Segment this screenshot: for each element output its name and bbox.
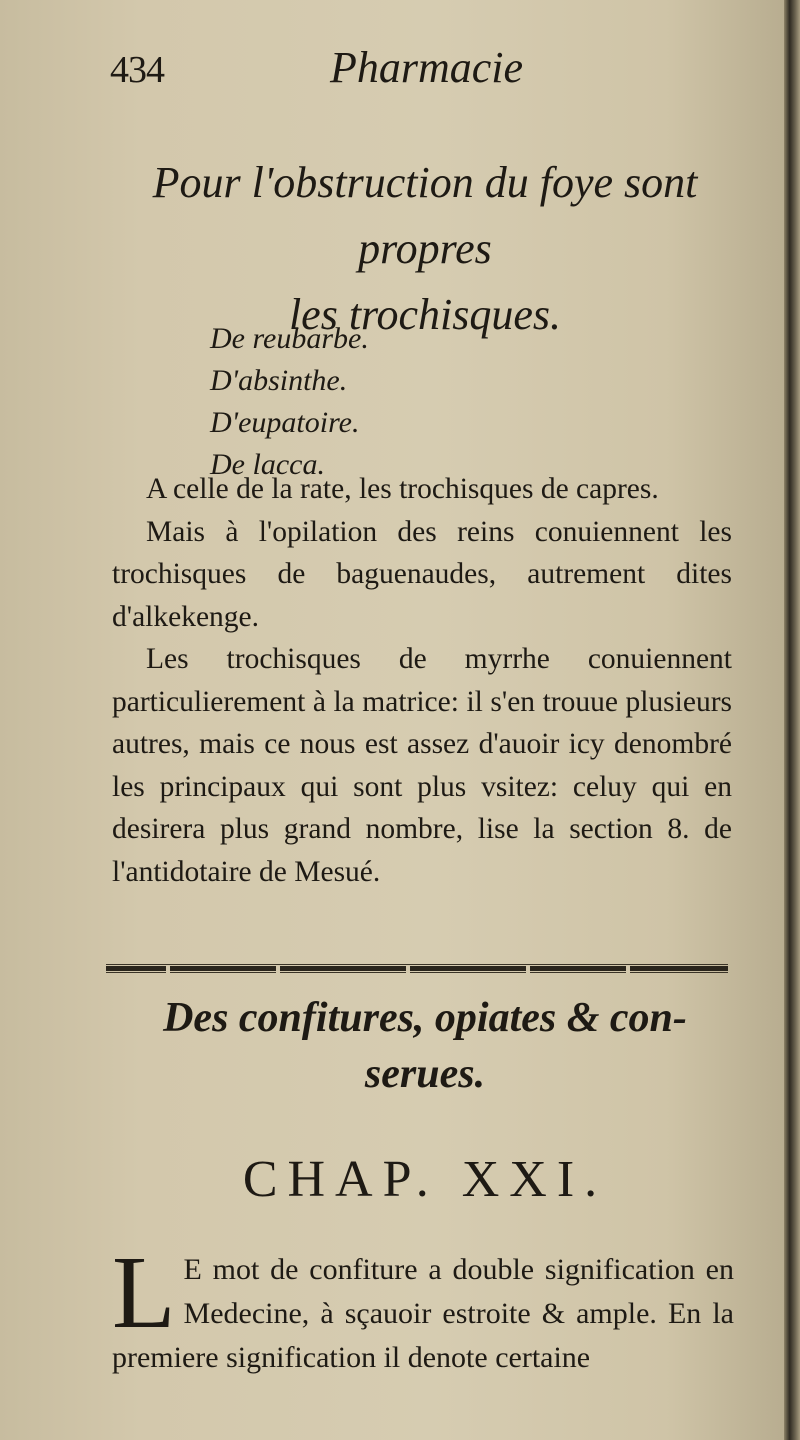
section-title [110, 150, 740, 348]
chapter-paragraph: E mot de confiture a double signification en Medecine, à sçauoir estroite & ample. En la premiere signification il denote certaine [112, 1253, 734, 1374]
paragraph: Les trochisques de myrrhe conuiennent particulierement à la matrice: il s'en trouue plusieurs autres, mais ce nous est assez d'auoir icy denombré les principaux qui sont plus vsitez: celuy qui en desirera plus grand nombre, lise la section 8. de l'antidotaire de Mesué. [112, 643, 732, 888]
chapter-text [112, 1235, 734, 1380]
ingredient-item: De lacca. [210, 448, 325, 481]
page-number: 434 [110, 49, 164, 91]
running-title: Pharmacie [330, 43, 524, 92]
ingredient-item: D'eupatoire. [210, 406, 360, 439]
page-edge [784, 0, 800, 1440]
ingredient-list [210, 318, 369, 486]
body-text [112, 468, 732, 893]
chapter-heading: CHAP. XXI. [242, 1151, 608, 1208]
drop-cap: L [112, 1235, 176, 1350]
paragraph: Mais à l'opilation des reins conuiennent les trochisques de baguenaudes, autrement dites d'alkekenge. [112, 515, 732, 633]
section-title-line-1: Pour l'obstruction du foye sont propres [152, 158, 698, 273]
ornamental-rule [106, 960, 728, 978]
subheading-line-1: Des confitures, opiates & con- [163, 995, 687, 1041]
ingredient-item: D'absinthe. [210, 364, 348, 397]
ingredient-item: De reubarbe. [210, 322, 369, 355]
section-title-line-2: les trochisques. [288, 290, 562, 339]
page-header [110, 42, 724, 98]
subheading-line-2: serues. [364, 1051, 486, 1097]
paragraph: A celle de la rate, les trochisques de capres. [146, 473, 659, 505]
subheading [110, 990, 740, 1102]
